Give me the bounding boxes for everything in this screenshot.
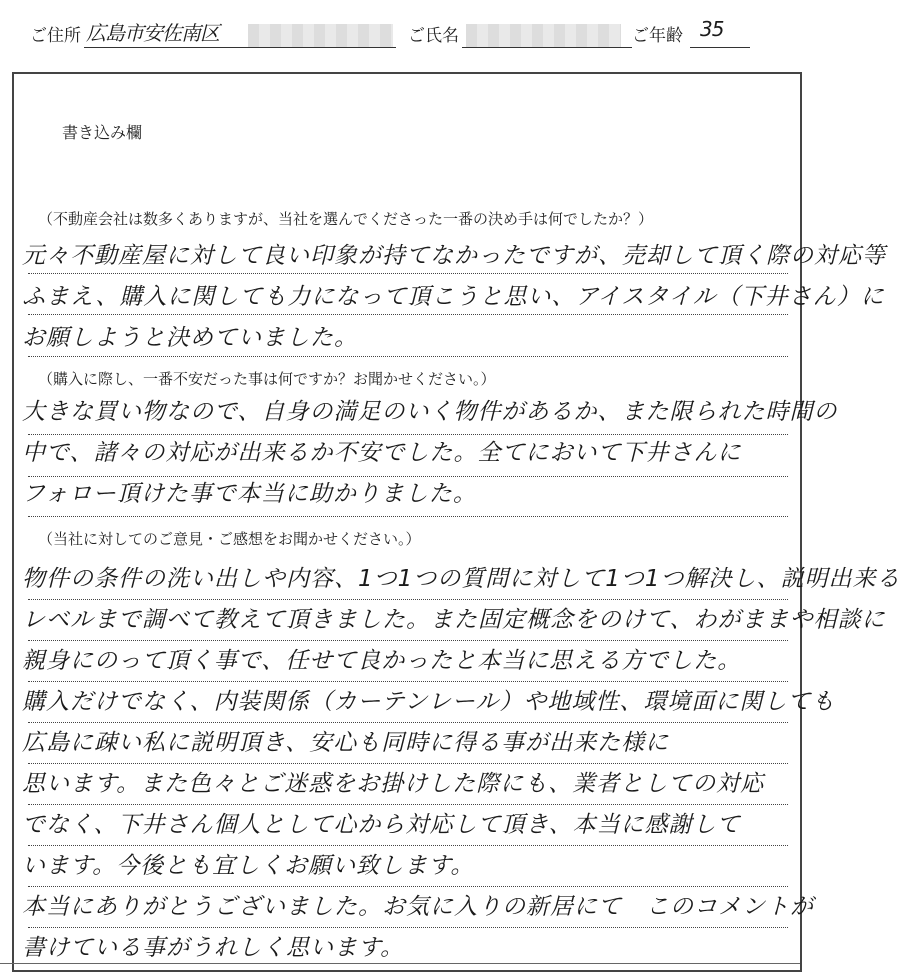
ruled-line xyxy=(28,722,788,723)
name-underline xyxy=(462,47,632,48)
question-1-prompt: （不動産会社は数多くありますが、当社を選んでくださった一番の決め手は何でしたか？） xyxy=(38,210,654,228)
ruled-line xyxy=(28,434,788,435)
question-3-answer xyxy=(22,559,901,969)
answer-line: でなく、下井さん個人として心から対応して頂き、本当に感謝して xyxy=(22,812,741,838)
answer-line: 物件の条件の洗い出しや内容、1つ1つの質問に対して1つ1つ解決し、説明出来る xyxy=(22,566,901,592)
ruled-line xyxy=(28,640,788,641)
ruled-line xyxy=(28,681,788,682)
answer-line: います。今後とも宜しくお願い致します。 xyxy=(22,853,475,879)
age-value: 35 xyxy=(700,17,724,41)
ruled-line xyxy=(28,356,788,357)
answer-line: 広島に疎い私に説明頂き、安心も同時に得る事が出来た様に xyxy=(22,730,670,756)
address-label: ご住所 xyxy=(30,26,81,46)
answer-line: ふまえ、購入に関しても力になって頂こうと思い、アイスタイル（下井さん）に xyxy=(22,284,885,310)
age-label: ご年齢 xyxy=(632,26,683,46)
comment-form xyxy=(12,72,901,972)
ruled-line xyxy=(28,804,788,805)
ruled-line xyxy=(28,599,788,600)
answer-line: 親身にのって頂く事で、任せて良かったと本当に思える方でした。 xyxy=(22,648,742,674)
question-1-answer xyxy=(22,236,886,359)
ruled-line xyxy=(28,314,788,315)
answer-line: 書けている事がうれしく思います。 xyxy=(22,935,405,961)
answer-line: お願しようと決めていました。 xyxy=(22,325,358,351)
ruled-line xyxy=(28,927,788,928)
question-3-prompt: （当社に対してのご意見・ご感想をお聞かせください。） xyxy=(38,530,421,548)
address-value: 広島市安佐南区 xyxy=(86,21,219,45)
answer-line: 元々不動産屋に対して良い印象が持てなかったですが、売却して頂く際の対応等 xyxy=(22,243,886,269)
address-redaction xyxy=(248,24,393,48)
ruled-line xyxy=(28,763,788,764)
answer-line: 大きな買い物なので、自身の満足のいく物件があるか、また限られた時間の xyxy=(22,399,838,425)
form-title: 書き込み欄 xyxy=(62,123,143,142)
question-2-prompt: （購入に際し、一番不安だった事は何ですか？お聞かせください。） xyxy=(38,370,496,388)
answer-line: フォロー頂けた事で本当に助かりました。 xyxy=(22,481,477,507)
age-underline xyxy=(690,47,750,48)
ruled-line xyxy=(28,845,788,846)
bottom-edge-line xyxy=(0,963,800,964)
answer-line: 思います。また色々とご迷惑をお掛けした際にも、業者としての対応 xyxy=(22,771,765,797)
question-2-answer xyxy=(22,392,838,515)
answer-line: 購入だけでなく、内装関係（カーテンレール）や地域性、環境面に関しても xyxy=(22,689,836,715)
ruled-line xyxy=(28,516,788,517)
address-underline xyxy=(84,47,396,48)
ruled-line xyxy=(28,886,788,887)
answer-line: 中で、諸々の対応が出来るか不安でした。全てにおいて下井さんに xyxy=(22,440,742,466)
answer-line: 本当にありがとうございました。お気に入りの新居にて このコメントが xyxy=(22,894,814,920)
form-header xyxy=(0,0,800,52)
ruled-line xyxy=(28,476,788,477)
answer-line: レベルまで調べて教えて頂きました。また固定概念をのけて、わがままや相談に xyxy=(22,607,886,633)
name-redaction xyxy=(466,24,621,48)
name-label: ご氏名 xyxy=(408,26,459,46)
ruled-line xyxy=(28,273,788,274)
